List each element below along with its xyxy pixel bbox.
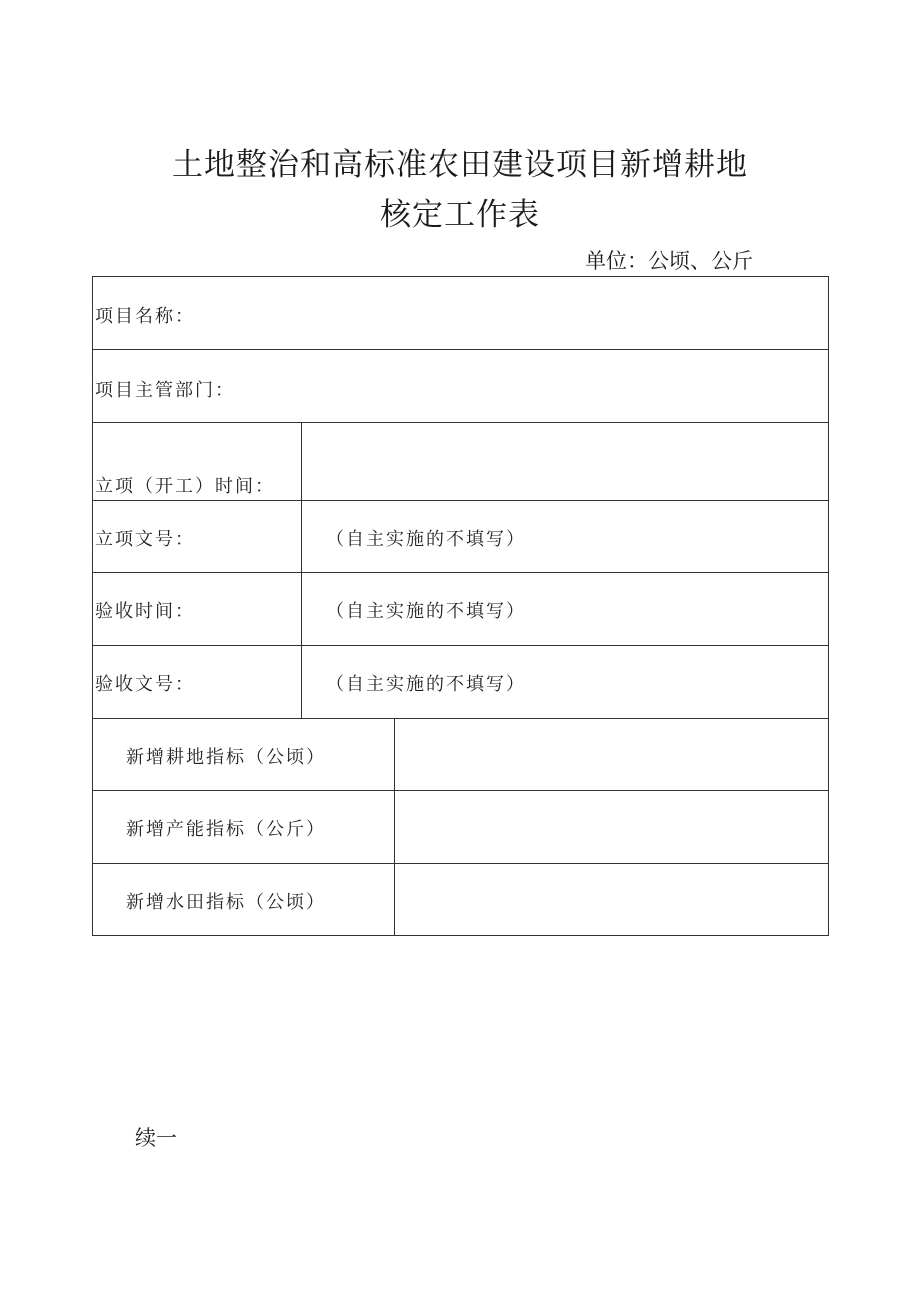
start-time-label: 立项（开工）时间： [95,476,275,497]
page-subtitle: 核定工作表 [380,197,540,233]
acceptance-number-value-cell[interactable] [301,646,828,718]
row-metric-cultivated-land [93,719,828,791]
page-title: 土地整治和高标准农田建设项目新增耕地 [172,147,748,183]
metric-capacity-label: 新增产能指标（公斤） [126,819,326,840]
metric-capacity-value[interactable] [394,791,828,863]
project-name-label: 项目名称： [95,306,195,327]
acceptance-time-hint: （自主实施的不填写） [326,601,526,622]
metric-paddy-field-value[interactable] [394,864,828,935]
row-metric-paddy-field [93,864,828,935]
approval-number-label: 立项文号： [95,529,195,550]
row-project-name [93,277,828,350]
metric-cultivated-land-value[interactable] [394,719,828,790]
acceptance-time-label: 验收时间： [95,601,195,622]
unit-note: 单位：公顷、公斤 [585,249,753,273]
acceptance-time-value-cell[interactable] [301,573,828,645]
start-time-value-cell[interactable] [301,423,828,500]
row-acceptance-number [93,646,828,719]
metric-paddy-field-label: 新增水田指标（公顷） [126,892,326,913]
metric-cultivated-land-label: 新增耕地指标（公顷） [126,747,326,768]
acceptance-number-label: 验收文号： [95,674,195,695]
row-start-time [93,423,828,501]
verification-form-table [92,276,829,936]
row-approval-number [93,501,828,573]
continuation-label: 续一 [135,1126,177,1150]
row-metric-capacity [93,791,828,864]
approval-number-value-cell[interactable] [301,501,828,572]
approval-number-hint: （自主实施的不填写） [326,529,526,550]
row-acceptance-time [93,573,828,646]
row-department [93,350,828,423]
acceptance-number-hint: （自主实施的不填写） [326,674,526,695]
department-label: 项目主管部门： [95,380,235,401]
